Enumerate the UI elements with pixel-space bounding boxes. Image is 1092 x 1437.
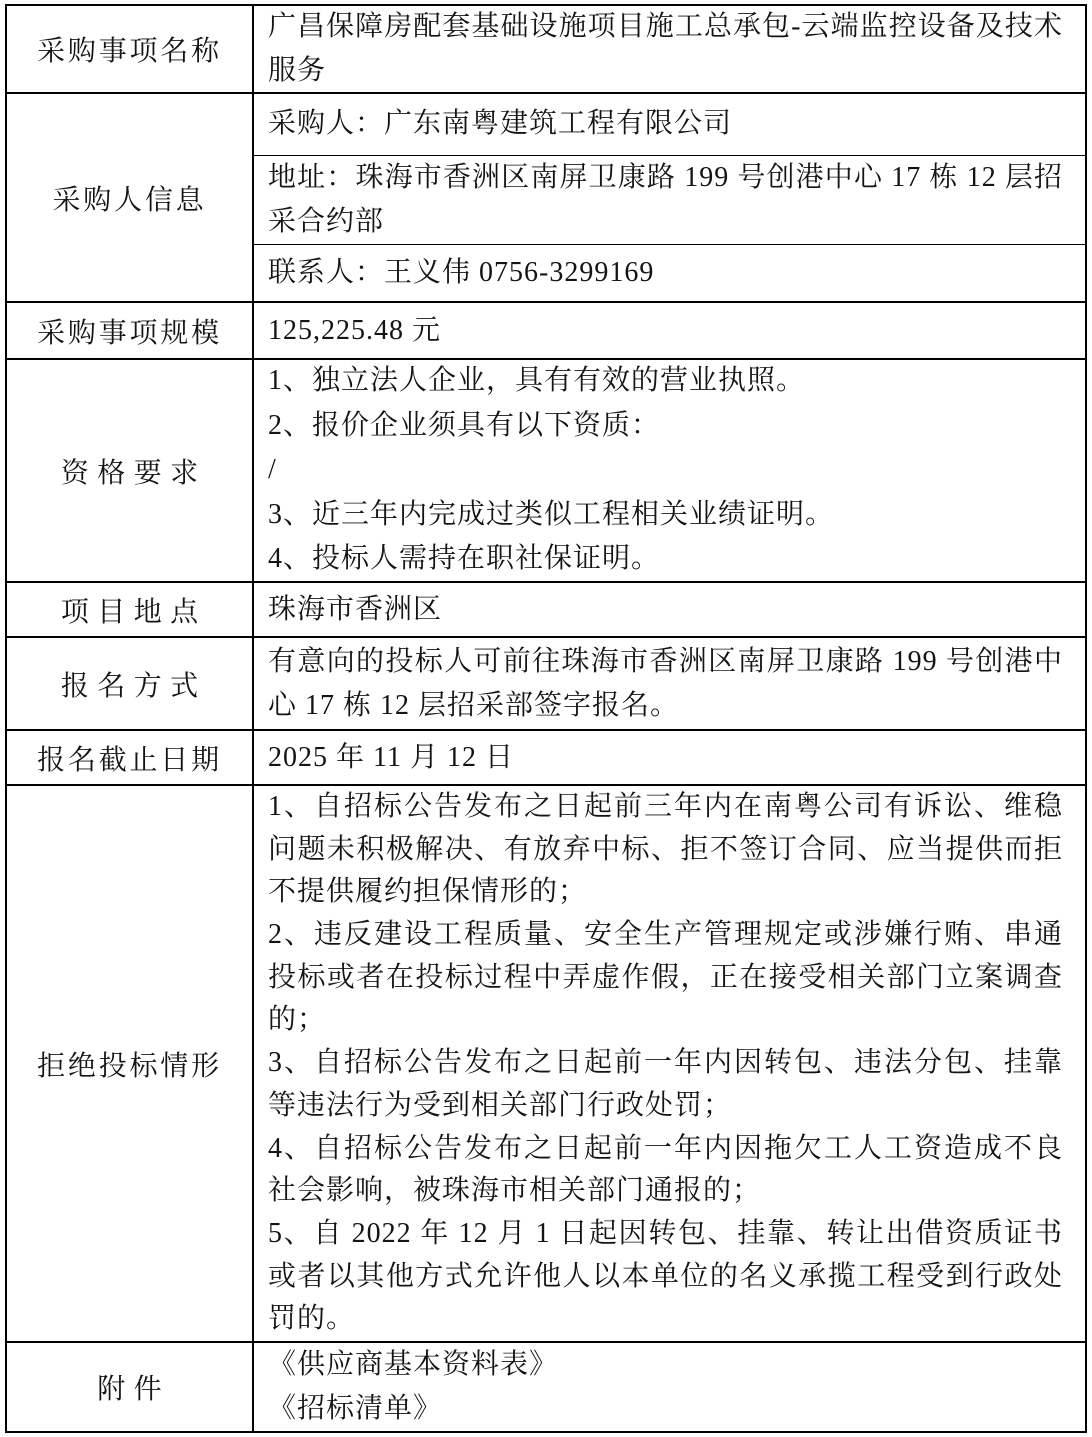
purchase-item-name-text: 广昌保障房配套基础设施项目施工总承包-云端监控设备及技术服务 — [268, 11, 1063, 86]
attachment-item: 《供应商基本资料表》 — [268, 1349, 559, 1380]
qualification-item: 3、近三年内完成过类似工程相关业绩证明。 — [268, 498, 835, 530]
reject-case-item: 2、违反建设工程质量、安全生产管理规定或涉嫌行贿、串通投标或者在投标过程中弄虚作假，正在接受相关部门立案调查的； — [268, 919, 1063, 1036]
row-content-qualification — [254, 360, 1085, 581]
table-row — [7, 786, 1085, 1343]
row-label-purchase-item-name: 采购事项名称 — [7, 6, 254, 92]
row-label-project-location: 项目地点 — [7, 583, 254, 636]
table-row — [7, 731, 1085, 786]
qualification-item: / — [268, 454, 277, 486]
row-content-reject-bid-cases — [254, 786, 1085, 1341]
row-content-purchase-scale — [254, 303, 1085, 358]
reject-case-item: 1、自招标公告发布之日起前三年内在南粤公司有诉讼、维稳问题未积极解决、有放弃中标、拒不签订合同、应当提供而拒不提供履约担保情形的； — [268, 790, 1063, 908]
table-row — [7, 94, 1085, 303]
reject-case-item: 4、自招标公告发布之日起前一年内因拖欠工人工资造成不良社会影响，被珠海市相关部门通报的； — [268, 1132, 1063, 1207]
row-label-buyer-info: 采购人信息 — [7, 94, 254, 301]
signup-deadline-date: 2025 年 11 月 12 日 — [268, 741, 514, 773]
row-content-attachments — [254, 1343, 1085, 1431]
row-label-purchase-scale: 采购事项规模 — [7, 303, 254, 358]
row-label-attachments: 附件 — [7, 1343, 254, 1431]
row-label-reject-bid-cases: 拒绝投标情形 — [7, 786, 254, 1341]
row-content-buyer-info — [254, 94, 1085, 301]
row-label-qualification: 资格要求 — [7, 360, 254, 581]
table-row — [7, 6, 1085, 94]
table-row — [7, 583, 1085, 638]
buyer-address-text: 地址：珠海市香洲区南屏卫康路 199 号创港中心 17 栋 12 层招采合约部 — [268, 161, 1063, 237]
project-location-text: 珠海市香洲区 — [268, 593, 443, 625]
buyer-name-cell — [254, 94, 1085, 155]
row-label-signup-method: 报名方式 — [7, 638, 254, 729]
purchase-scale-amount: 125,225.48 元 — [268, 314, 442, 346]
reject-case-item: 3、自招标公告发布之日起前一年内因转包、违法分包、挂靠等违法行为受到相关部门行政处罚； — [268, 1047, 1063, 1121]
procurement-table — [5, 4, 1087, 1433]
row-content-purchase-item-name — [254, 6, 1085, 92]
buyer-contact-text: 联系人：王义伟 0756-3299169 — [268, 257, 655, 289]
table-row — [7, 303, 1085, 360]
reject-case-item: 5、自 2022 年 12 月 1 日起因转包、挂靠、转让出借资质证书或者以其他方式允许他人以本单位的名义承揽工程受到行政处罚的。 — [268, 1217, 1063, 1335]
qualification-item: 1、独立法人企业，具有有效的营业执照。 — [268, 365, 806, 397]
signup-method-text: 有意向的投标人可前往珠海市香洲区南屏卫康路 199 号创港中心 17 栋 12 层招采部签字报名。 — [268, 645, 1063, 721]
row-content-signup-method — [254, 638, 1085, 729]
row-content-project-location — [254, 583, 1085, 636]
attachment-item: 《招标清单》 — [268, 1393, 443, 1424]
buyer-contact-cell — [254, 244, 1085, 301]
table-row — [7, 1343, 1085, 1431]
qualification-item: 4、投标人需持在职社保证明。 — [268, 543, 661, 575]
table-row — [7, 638, 1085, 731]
buyer-name-text: 采购人：广东南粤建筑工程有限公司 — [268, 108, 733, 140]
table-row — [7, 360, 1085, 583]
qualification-item: 2、报价企业须具有以下资质： — [268, 409, 661, 441]
row-content-signup-deadline — [254, 731, 1085, 784]
row-label-signup-deadline: 报名截止日期 — [7, 731, 254, 784]
buyer-address-cell — [254, 155, 1085, 245]
